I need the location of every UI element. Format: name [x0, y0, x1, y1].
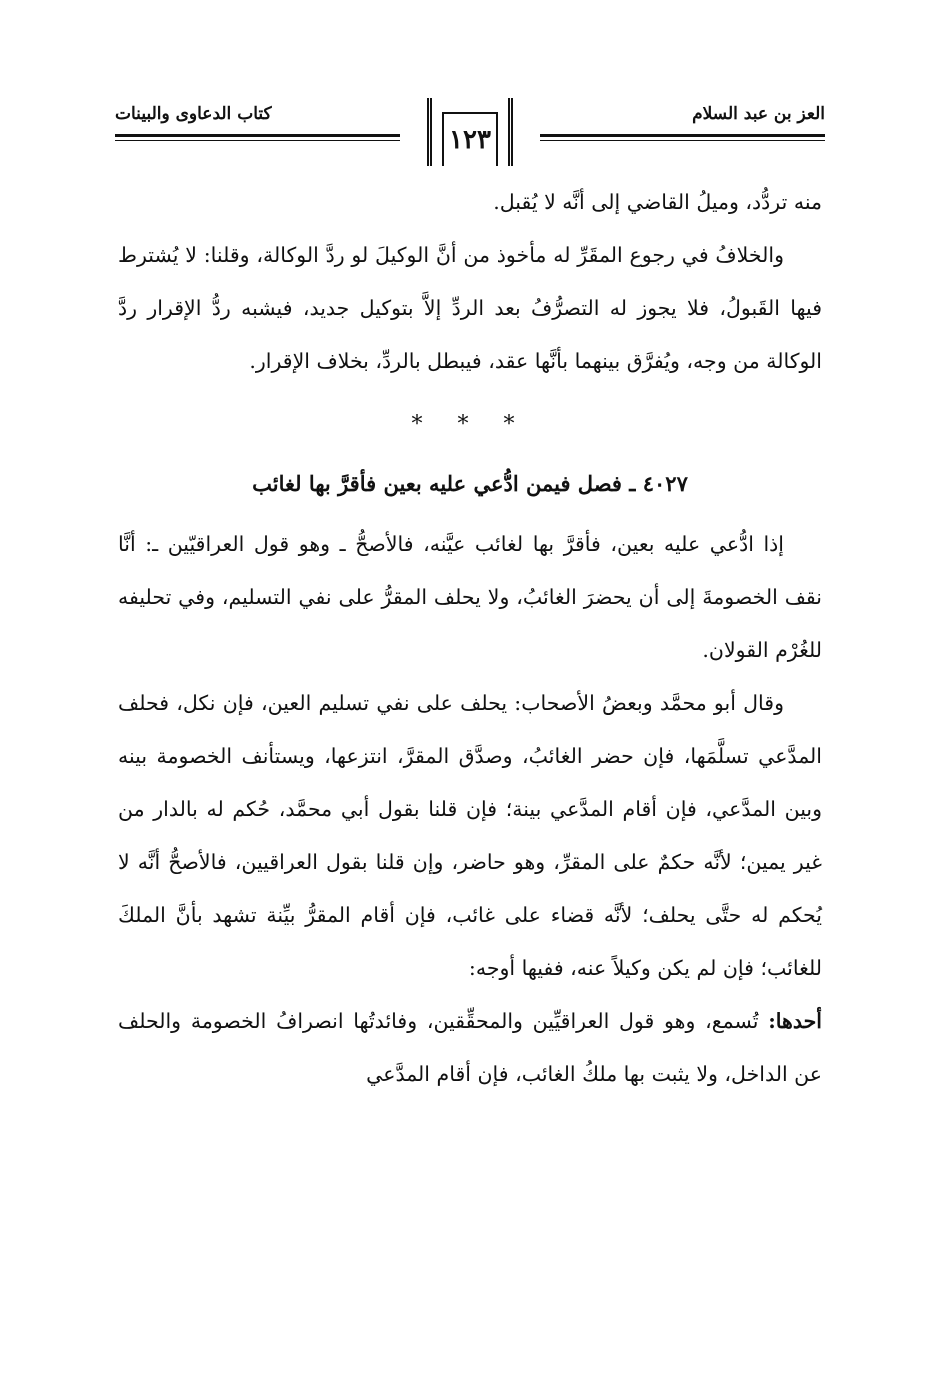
paragraph-abu-muhammad: وقال أبو محمَّد وبعضُ الأصحاب: يحلف على نفي تسليم العين، فإن نكل، فحلف المدَّعي تسلَّمَها، فإن حضر الغائبُ، وصدَّق المقرَّ، انتزعها، ويستأنف الخصومة بينه وبين المدَّعي، فإن أقام المدَّعي بينة؛ فإن قلنا بقول أبي محمَّد، حُكم له بالدار من غير يمين؛ لأنَّه حكمٌ على المقرِّ، وهو حاضر، وإن قلنا بقول العراقيين، فالأصحُّ أنَّه لا يُحكم له حتَّى يحلف؛ لأنَّه قضاء على غائب، فإن أقام المقرُّ بيِّنة تشهد بأنَّ الملكَ للغائب؛ فإن لم يكن وكيلاً عنه، ففيها أوجه:: [118, 691, 822, 980]
header-rule-right: [540, 134, 825, 141]
paragraph-continuation: منه تردُّد، وميلُ القاضي إلى أنَّه لا يُقبل.: [493, 190, 822, 214]
paragraph-first-view: [118, 995, 822, 1101]
section-separator: * * *: [411, 412, 529, 437]
author-running-head: العز بن عبد السلام: [692, 104, 825, 124]
page-header: [115, 96, 825, 174]
paragraph-first-view-text: تُسمع، وهو قول العراقيِّين والمحقِّقين، وفائدتُها انصرافُ الخصومة والحلف عن الداخل، ولا يثبت بها ملكُ الغائب، فإن أقام المدَّعي: [118, 1009, 822, 1086]
section-heading: ٤٠٢٧ ـ فصل فيمن ادُّعي عليه بعين فأقرَّ بها لغائب: [252, 471, 688, 496]
page-number-frame: [427, 98, 513, 166]
book-running-head: كتاب الدعاوى والبينات: [115, 104, 272, 124]
page-body: [118, 176, 822, 1101]
page-number: ١٢٣: [442, 112, 498, 166]
paragraph-lead-word: أحدها:: [768, 1009, 822, 1033]
paragraph-claim: إذا ادُّعي عليه بعين، فأقرَّ بها لغائب عيَّنه، فالأصحُّ ـ وهو قول العراقيّين ـ: أنَّا نقف الخصومةَ إلى أن يحضرَ الغائبُ، ولا يحلف المقرُّ على نفي التسليم، وفي تحليفه للغُرْم القولان.: [118, 532, 822, 662]
paragraph-disagreement: والخلافُ في رجوع المقَرِّ له مأخوذ من أنَّ الوكيلَ لو ردَّ الوكالة، وقلنا: لا يُشترط فيها القَبولُ، فلا يجوز له التصرُّفُ بعد الردِّ إلاَّ بتوكيل جديد، فيشبه ردُّ الإقرار ردَّ الوكالة من وجه، ويُفرَّق بينهما بأنَّها عقد، فيبطل بالردِّ، بخلاف الإقرار.: [118, 243, 822, 373]
header-rule-left: [115, 134, 400, 141]
